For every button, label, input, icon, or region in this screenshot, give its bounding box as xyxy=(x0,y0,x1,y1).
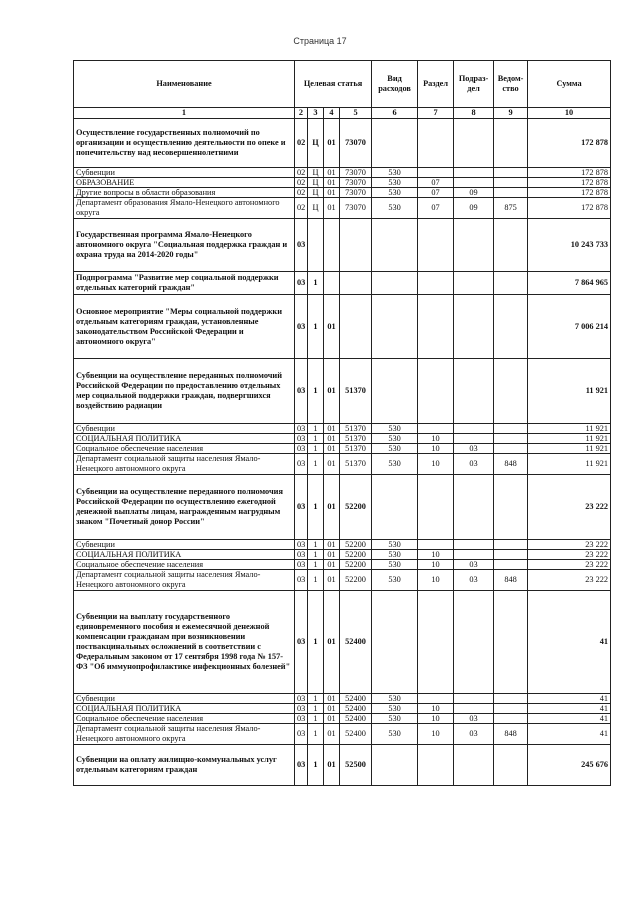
row-program-code: 03 xyxy=(295,560,308,570)
row-expense-type: 530 xyxy=(372,444,418,454)
row-subsection xyxy=(454,295,494,359)
row-expense-type xyxy=(372,295,418,359)
row-program-code: 03 xyxy=(295,424,308,434)
row-amount: 11 921 xyxy=(528,434,611,444)
row-subprogram-code: 1 xyxy=(308,295,324,359)
column-number: 6 xyxy=(372,108,418,119)
row-subprogram-code: 1 xyxy=(308,434,324,444)
column-number: 9 xyxy=(494,108,528,119)
row-event-code: 01 xyxy=(324,119,340,168)
table-row xyxy=(74,424,611,434)
row-direction-code: 52400 xyxy=(340,724,372,745)
row-section: 10 xyxy=(418,434,454,444)
table-row xyxy=(74,219,611,272)
row-amount: 23 222 xyxy=(528,560,611,570)
row-program-code: 03 xyxy=(295,694,308,704)
row-subprogram-code: 1 xyxy=(308,714,324,724)
row-subsection xyxy=(454,178,494,188)
row-section xyxy=(418,424,454,434)
row-subsection xyxy=(454,550,494,560)
row-program-code: 03 xyxy=(295,714,308,724)
row-name: Департамент социальной защиты населения Ямало-Ненецкого автономного округа xyxy=(74,454,295,475)
row-program-code: 03 xyxy=(295,219,308,272)
row-subsection: 03 xyxy=(454,560,494,570)
row-expense-type: 530 xyxy=(372,188,418,198)
row-section xyxy=(418,540,454,550)
row-department xyxy=(494,272,528,295)
row-subprogram-code: 1 xyxy=(308,591,324,694)
row-section xyxy=(418,694,454,704)
row-amount: 172 878 xyxy=(528,178,611,188)
page-label: Страница 17 xyxy=(293,36,347,46)
row-section xyxy=(418,219,454,272)
row-program-code: 03 xyxy=(295,724,308,745)
row-program-code: 03 xyxy=(295,444,308,454)
row-name: Департамент социальной защиты населения Ямало-Ненецкого автономного округа xyxy=(74,570,295,591)
table-row xyxy=(74,540,611,550)
row-department xyxy=(494,540,528,550)
row-department xyxy=(494,560,528,570)
row-amount: 41 xyxy=(528,591,611,694)
row-name: Подпрограмма "Развитие мер социальной поддержки отдельных категорий граждан" xyxy=(74,272,295,295)
budget-table xyxy=(73,60,611,786)
row-direction-code: 52200 xyxy=(340,475,372,540)
row-section xyxy=(418,475,454,540)
table-row xyxy=(74,704,611,714)
row-name: СОЦИАЛЬНАЯ ПОЛИТИКА xyxy=(74,550,295,560)
row-subprogram-code: 1 xyxy=(308,424,324,434)
row-name: Осуществление государственных полномочий по организации и осуществлению деятельности по опеке и попечительству над несовершеннолетними xyxy=(74,119,295,168)
row-subprogram-code: Ц xyxy=(308,119,324,168)
row-name: Другие вопросы в области образования xyxy=(74,188,295,198)
row-program-code: 03 xyxy=(295,272,308,295)
row-direction-code: 52500 xyxy=(340,745,372,786)
row-name: Субвенции на осуществление переданных полномочий Российской Федерации по предоставлению отдельных мер социальной поддержки граждан, подвергшихся воздействию радиации xyxy=(74,359,295,424)
row-direction-code: 73070 xyxy=(340,178,372,188)
row-expense-type xyxy=(372,119,418,168)
row-subsection xyxy=(454,434,494,444)
row-direction-code: 73070 xyxy=(340,119,372,168)
row-expense-type: 530 xyxy=(372,560,418,570)
row-amount: 23 222 xyxy=(528,550,611,560)
row-expense-type: 530 xyxy=(372,168,418,178)
row-expense-type: 530 xyxy=(372,724,418,745)
row-amount: 7 864 965 xyxy=(528,272,611,295)
row-direction-code: 52400 xyxy=(340,591,372,694)
row-section xyxy=(418,359,454,424)
table-row xyxy=(74,359,611,424)
row-event-code: 01 xyxy=(324,168,340,178)
row-event-code: 01 xyxy=(324,714,340,724)
row-direction-code xyxy=(340,295,372,359)
row-amount: 172 878 xyxy=(528,168,611,178)
row-section: 10 xyxy=(418,454,454,475)
row-section xyxy=(418,745,454,786)
row-subprogram-code: 1 xyxy=(308,454,324,475)
header-name: Наименование xyxy=(74,61,295,108)
row-amount: 10 243 733 xyxy=(528,219,611,272)
row-direction-code: 52200 xyxy=(340,540,372,550)
row-department xyxy=(494,295,528,359)
table-row xyxy=(74,714,611,724)
row-direction-code xyxy=(340,272,372,295)
row-subprogram-code: 1 xyxy=(308,359,324,424)
row-direction-code xyxy=(340,219,372,272)
row-section: 10 xyxy=(418,714,454,724)
table-row xyxy=(74,724,611,745)
row-name: Субвенции xyxy=(74,540,295,550)
row-section: 10 xyxy=(418,444,454,454)
row-expense-type xyxy=(372,475,418,540)
row-amount: 41 xyxy=(528,704,611,714)
row-section: 07 xyxy=(418,198,454,219)
row-amount: 41 xyxy=(528,724,611,745)
row-department: 848 xyxy=(494,454,528,475)
table-row xyxy=(74,119,611,168)
row-amount: 41 xyxy=(528,694,611,704)
row-amount: 11 921 xyxy=(528,424,611,434)
row-department xyxy=(494,704,528,714)
row-expense-type: 530 xyxy=(372,704,418,714)
row-amount: 172 878 xyxy=(528,119,611,168)
row-amount: 11 921 xyxy=(528,444,611,454)
row-direction-code: 73070 xyxy=(340,188,372,198)
row-section: 10 xyxy=(418,570,454,591)
row-expense-type xyxy=(372,745,418,786)
column-number: 5 xyxy=(340,108,372,119)
column-number-row xyxy=(74,108,611,119)
row-subprogram-code: 1 xyxy=(308,272,324,295)
row-program-code: 02 xyxy=(295,178,308,188)
row-expense-type xyxy=(372,219,418,272)
row-amount: 41 xyxy=(528,714,611,724)
row-expense-type xyxy=(372,359,418,424)
table-row xyxy=(74,550,611,560)
row-amount: 11 921 xyxy=(528,454,611,475)
row-department xyxy=(494,745,528,786)
row-name: Социальное обеспечение населения xyxy=(74,444,295,454)
row-expense-type: 530 xyxy=(372,178,418,188)
row-direction-code: 73070 xyxy=(340,198,372,219)
row-expense-type: 530 xyxy=(372,424,418,434)
row-program-code: 03 xyxy=(295,540,308,550)
row-subsection: 03 xyxy=(454,454,494,475)
header-department: Ведом- ство xyxy=(494,61,528,108)
row-program-code: 03 xyxy=(295,295,308,359)
row-event-code xyxy=(324,272,340,295)
row-program-code: 02 xyxy=(295,198,308,219)
row-amount: 11 921 xyxy=(528,359,611,424)
row-department xyxy=(494,475,528,540)
row-subsection xyxy=(454,424,494,434)
row-event-code: 01 xyxy=(324,295,340,359)
row-subsection xyxy=(454,119,494,168)
row-expense-type xyxy=(372,272,418,295)
row-department xyxy=(494,714,528,724)
row-department xyxy=(494,119,528,168)
row-section xyxy=(418,272,454,295)
row-expense-type: 530 xyxy=(372,198,418,219)
row-name: Субвенции xyxy=(74,424,295,434)
header-amount: Сумма xyxy=(528,61,611,108)
header-target-article: Целевая статья xyxy=(295,61,372,108)
row-subsection: 03 xyxy=(454,724,494,745)
row-event-code: 01 xyxy=(324,434,340,444)
row-subprogram-code xyxy=(308,219,324,272)
row-name: Субвенции xyxy=(74,694,295,704)
row-direction-code: 52400 xyxy=(340,694,372,704)
row-section: 07 xyxy=(418,178,454,188)
row-expense-type: 530 xyxy=(372,714,418,724)
row-event-code: 01 xyxy=(324,188,340,198)
table-row xyxy=(74,295,611,359)
row-event-code: 01 xyxy=(324,475,340,540)
row-department xyxy=(494,424,528,434)
column-number: 2 xyxy=(295,108,308,119)
row-event-code: 01 xyxy=(324,570,340,591)
row-department: 875 xyxy=(494,198,528,219)
row-expense-type: 530 xyxy=(372,550,418,560)
table-row xyxy=(74,178,611,188)
row-name: Субвенции на оплату жилищно-коммунальных услуг отдельным категориям граждан xyxy=(74,745,295,786)
row-event-code: 01 xyxy=(324,540,340,550)
table-row xyxy=(74,591,611,694)
table-row xyxy=(74,570,611,591)
row-subsection xyxy=(454,745,494,786)
row-program-code: 03 xyxy=(295,704,308,714)
row-amount: 23 222 xyxy=(528,475,611,540)
row-subsection xyxy=(454,540,494,550)
row-event-code: 01 xyxy=(324,550,340,560)
row-subsection: 03 xyxy=(454,714,494,724)
table-row xyxy=(74,475,611,540)
row-event-code: 01 xyxy=(324,424,340,434)
row-name: Социальное обеспечение населения xyxy=(74,560,295,570)
row-section: 10 xyxy=(418,724,454,745)
row-direction-code: 52200 xyxy=(340,550,372,560)
row-name: Субвенции на выплату государственного единовременного пособия и ежемесячной денежной компенсации гражданам при возникновении поствакцинальных осложнений в соответствии с Федеральным законом от 17 сентября 1998 года № 157-ФЗ "Об иммунопрофилактике инфекционных болезней" xyxy=(74,591,295,694)
row-program-code: 02 xyxy=(295,119,308,168)
row-department xyxy=(494,434,528,444)
row-event-code: 01 xyxy=(324,745,340,786)
table-row xyxy=(74,188,611,198)
row-amount: 172 878 xyxy=(528,198,611,219)
row-name: Департамент социальной защиты населения Ямало-Ненецкого автономного округа xyxy=(74,724,295,745)
row-program-code: 03 xyxy=(295,434,308,444)
row-expense-type: 530 xyxy=(372,540,418,550)
row-department xyxy=(494,591,528,694)
table-row xyxy=(74,694,611,704)
row-department: 848 xyxy=(494,724,528,745)
row-event-code: 01 xyxy=(324,591,340,694)
row-direction-code: 51370 xyxy=(340,434,372,444)
row-subsection: 09 xyxy=(454,198,494,219)
table-row xyxy=(74,444,611,454)
row-program-code: 02 xyxy=(295,188,308,198)
row-subsection xyxy=(454,704,494,714)
row-name: Социальное обеспечение населения xyxy=(74,714,295,724)
row-event-code xyxy=(324,219,340,272)
row-section xyxy=(418,119,454,168)
row-direction-code: 52200 xyxy=(340,560,372,570)
column-number: 10 xyxy=(528,108,611,119)
row-subsection xyxy=(454,219,494,272)
row-subprogram-code: 1 xyxy=(308,550,324,560)
row-event-code: 01 xyxy=(324,560,340,570)
row-subprogram-code: 1 xyxy=(308,475,324,540)
row-subsection xyxy=(454,168,494,178)
row-event-code: 01 xyxy=(324,444,340,454)
row-subsection xyxy=(454,694,494,704)
row-direction-code: 51370 xyxy=(340,444,372,454)
row-name: СОЦИАЛЬНАЯ ПОЛИТИКА xyxy=(74,704,295,714)
table-header-row xyxy=(74,61,611,108)
row-amount: 7 006 214 xyxy=(528,295,611,359)
row-expense-type: 530 xyxy=(372,694,418,704)
column-number: 3 xyxy=(308,108,324,119)
table-row xyxy=(74,454,611,475)
row-name: Субвенции xyxy=(74,168,295,178)
row-direction-code: 51370 xyxy=(340,359,372,424)
column-number: 8 xyxy=(454,108,494,119)
row-department xyxy=(494,694,528,704)
row-subprogram-code: Ц xyxy=(308,188,324,198)
row-direction-code: 52400 xyxy=(340,704,372,714)
row-subprogram-code: 1 xyxy=(308,560,324,570)
row-subprogram-code: 1 xyxy=(308,540,324,550)
row-event-code: 01 xyxy=(324,198,340,219)
row-direction-code: 73070 xyxy=(340,168,372,178)
row-name: ОБРАЗОВАНИЕ xyxy=(74,178,295,188)
row-department xyxy=(494,178,528,188)
row-event-code: 01 xyxy=(324,704,340,714)
row-subsection xyxy=(454,591,494,694)
row-subprogram-code: 1 xyxy=(308,694,324,704)
row-subprogram-code: 1 xyxy=(308,724,324,745)
row-expense-type xyxy=(372,591,418,694)
table-row xyxy=(74,560,611,570)
row-section: 10 xyxy=(418,704,454,714)
row-program-code: 03 xyxy=(295,359,308,424)
row-program-code: 03 xyxy=(295,454,308,475)
row-program-code: 03 xyxy=(295,475,308,540)
row-expense-type: 530 xyxy=(372,454,418,475)
row-amount: 245 676 xyxy=(528,745,611,786)
row-amount: 23 222 xyxy=(528,570,611,591)
row-event-code: 01 xyxy=(324,454,340,475)
row-amount: 23 222 xyxy=(528,540,611,550)
row-section xyxy=(418,591,454,694)
row-name: Государственная программа Ямало-Ненецкого автономного округа "Социальная поддержка граждан и охрана труда на 2014-2020 годы" xyxy=(74,219,295,272)
row-department xyxy=(494,359,528,424)
table-row xyxy=(74,272,611,295)
row-subprogram-code: 1 xyxy=(308,745,324,786)
row-subprogram-code: 1 xyxy=(308,570,324,591)
row-section: 07 xyxy=(418,188,454,198)
table-row xyxy=(74,168,611,178)
column-number: 1 xyxy=(74,108,295,119)
row-subsection xyxy=(454,272,494,295)
row-event-code: 01 xyxy=(324,694,340,704)
row-section: 10 xyxy=(418,550,454,560)
row-program-code: 03 xyxy=(295,591,308,694)
row-subsection xyxy=(454,475,494,540)
row-section xyxy=(418,168,454,178)
header-subsection: Подраз- дел xyxy=(454,61,494,108)
row-subprogram-code: 1 xyxy=(308,444,324,454)
row-subsection: 03 xyxy=(454,444,494,454)
header-expense-type: Вид расходов xyxy=(372,61,418,108)
column-number: 4 xyxy=(324,108,340,119)
column-number: 7 xyxy=(418,108,454,119)
table-row xyxy=(74,198,611,219)
row-program-code: 03 xyxy=(295,550,308,560)
header-section: Раздел xyxy=(418,61,454,108)
row-direction-code: 51370 xyxy=(340,454,372,475)
row-event-code: 01 xyxy=(324,359,340,424)
row-subsection xyxy=(454,359,494,424)
row-program-code: 03 xyxy=(295,570,308,591)
row-subprogram-code: Ц xyxy=(308,198,324,219)
row-department xyxy=(494,188,528,198)
row-program-code: 03 xyxy=(295,745,308,786)
row-event-code: 01 xyxy=(324,178,340,188)
row-department xyxy=(494,168,528,178)
row-direction-code: 52200 xyxy=(340,570,372,591)
row-department xyxy=(494,219,528,272)
row-event-code: 01 xyxy=(324,724,340,745)
row-expense-type: 530 xyxy=(372,434,418,444)
row-department xyxy=(494,444,528,454)
row-department: 848 xyxy=(494,570,528,591)
row-name: СОЦИАЛЬНАЯ ПОЛИТИКА xyxy=(74,434,295,444)
row-subprogram-code: 1 xyxy=(308,704,324,714)
row-section xyxy=(418,295,454,359)
row-direction-code: 51370 xyxy=(340,424,372,434)
row-subsection: 09 xyxy=(454,188,494,198)
row-department xyxy=(494,550,528,560)
row-subsection: 03 xyxy=(454,570,494,591)
row-name: Субвенции на осуществление переданного полномочия Российской Федерации по осуществлению ежегодной денежной выплаты лицам, награжденным нагрудным знаком "Почетный донор России" xyxy=(74,475,295,540)
table-row xyxy=(74,745,611,786)
row-expense-type: 530 xyxy=(372,570,418,591)
row-subprogram-code: Ц xyxy=(308,168,324,178)
row-subprogram-code: Ц xyxy=(308,178,324,188)
row-name: Департамент образования Ямало-Ненецкого автономного округа xyxy=(74,198,295,219)
row-section: 10 xyxy=(418,560,454,570)
row-program-code: 02 xyxy=(295,168,308,178)
table-body xyxy=(74,119,611,786)
row-amount: 172 878 xyxy=(528,188,611,198)
row-name: Основное мероприятие "Меры социальной поддержки отдельным категориям граждан, установленные законодательством Российской Федерации и автономного округа" xyxy=(74,295,295,359)
table-row xyxy=(74,434,611,444)
row-direction-code: 52400 xyxy=(340,714,372,724)
